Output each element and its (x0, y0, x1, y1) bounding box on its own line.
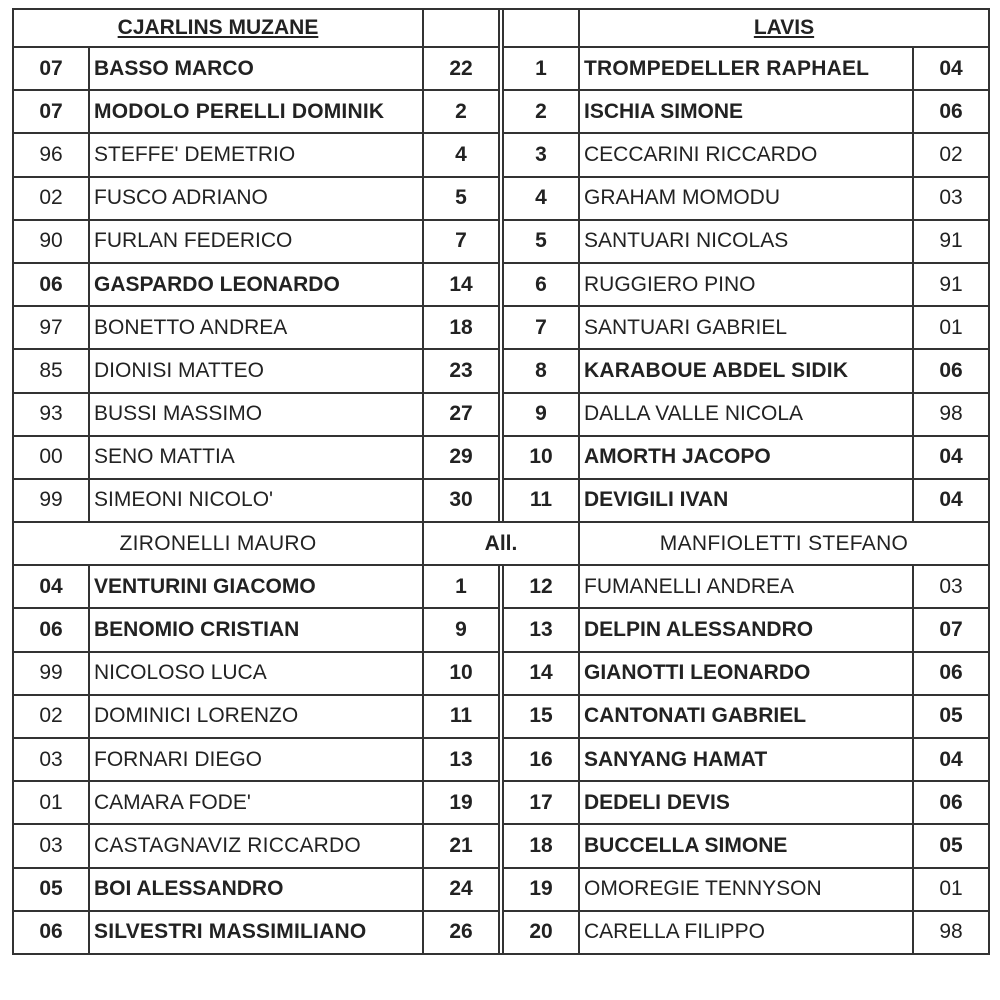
player-row (13, 349, 989, 392)
away-player-name: DEDELI DEVIS (579, 781, 913, 824)
away-shirt-number: 4 (503, 177, 579, 220)
home-player-year: 90 (13, 220, 89, 263)
player-row (13, 652, 989, 695)
away-player-name: TROMPEDELLER RAPHAEL (579, 47, 913, 90)
player-row (13, 565, 989, 608)
home-shirt-number: 22 (423, 47, 499, 90)
home-player-name: SIMEONI NICOLO' (89, 479, 423, 522)
away-player-name: SANTUARI NICOLAS (579, 220, 913, 263)
home-player-year: 97 (13, 306, 89, 349)
away-shirt-number: 18 (503, 824, 579, 867)
away-player-year: 02 (913, 133, 989, 176)
away-player-year: 03 (913, 565, 989, 608)
away-shirt-number: 20 (503, 911, 579, 954)
home-shirt-number: 4 (423, 133, 499, 176)
away-player-year: 01 (913, 868, 989, 911)
home-player-name: BONETTO ANDREA (89, 306, 423, 349)
home-player-name: DIONISI MATTEO (89, 349, 423, 392)
player-row (13, 738, 989, 781)
away-player-name: DEVIGILI IVAN (579, 479, 913, 522)
away-player-name: RUGGIERO PINO (579, 263, 913, 306)
away-shirt-number: 13 (503, 608, 579, 651)
home-player-name: GASPARDO LEONARDO (89, 263, 423, 306)
home-player-name: BENOMIO CRISTIAN (89, 608, 423, 651)
away-player-name: AMORTH JACOPO (579, 436, 913, 479)
home-player-name: STEFFE' DEMETRIO (89, 133, 423, 176)
home-player-year: 06 (13, 263, 89, 306)
player-row (13, 608, 989, 651)
home-player-year: 85 (13, 349, 89, 392)
home-player-year: 05 (13, 868, 89, 911)
away-player-name: SANYANG HAMAT (579, 738, 913, 781)
player-row (13, 263, 989, 306)
player-row (13, 695, 989, 738)
home-player-name: CASTAGNAVIZ RICCARDO (89, 824, 423, 867)
away-player-year: 06 (913, 349, 989, 392)
player-row (13, 868, 989, 911)
home-team-name: CJARLINS MUZANE (117, 16, 319, 39)
home-player-year: 99 (13, 479, 89, 522)
home-player-year: 00 (13, 436, 89, 479)
away-player-year: 05 (913, 695, 989, 738)
away-player-year: 06 (913, 90, 989, 133)
home-player-name: BUSSI MASSIMO (89, 393, 423, 436)
home-shirt-number: 7 (423, 220, 499, 263)
away-player-name: BUCCELLA SIMONE (579, 824, 913, 867)
home-shirt-number: 18 (423, 306, 499, 349)
away-shirt-number: 7 (503, 306, 579, 349)
home-player-year: 07 (13, 90, 89, 133)
away-player-year: 07 (913, 608, 989, 651)
header-center-blank (503, 9, 579, 47)
home-shirt-number: 14 (423, 263, 499, 306)
home-player-name: SENO MATTIA (89, 436, 423, 479)
away-shirt-number: 2 (503, 90, 579, 133)
home-player-year: 06 (13, 911, 89, 954)
away-player-year: 04 (913, 47, 989, 90)
home-player-year: 03 (13, 738, 89, 781)
home-player-year: 04 (13, 565, 89, 608)
player-row (13, 177, 989, 220)
away-player-year: 06 (913, 781, 989, 824)
away-player-year: 05 (913, 824, 989, 867)
away-shirt-number: 12 (503, 565, 579, 608)
home-player-name: BOI ALESSANDRO (89, 868, 423, 911)
away-shirt-number: 8 (503, 349, 579, 392)
player-row (13, 393, 989, 436)
away-shirt-number: 9 (503, 393, 579, 436)
home-player-name: CAMARA FODE' (89, 781, 423, 824)
away-player-name: DALLA VALLE NICOLA (579, 393, 913, 436)
header-row (13, 9, 989, 47)
away-player-name: CANTONATI GABRIEL (579, 695, 913, 738)
home-shirt-number: 11 (423, 695, 499, 738)
away-shirt-number: 1 (503, 47, 579, 90)
away-team-title (579, 9, 989, 47)
home-shirt-number: 30 (423, 479, 499, 522)
home-player-year: 96 (13, 133, 89, 176)
home-shirt-number: 2 (423, 90, 499, 133)
away-player-name: OMOREGIE TENNYSON (579, 868, 913, 911)
player-row (13, 479, 989, 522)
home-shirt-number: 19 (423, 781, 499, 824)
away-player-name: DELPIN ALESSANDRO (579, 608, 913, 651)
home-shirt-number: 13 (423, 738, 499, 781)
coach-label: All. (423, 522, 579, 565)
home-player-year: 93 (13, 393, 89, 436)
away-player-name: SANTUARI GABRIEL (579, 306, 913, 349)
home-shirt-number: 29 (423, 436, 499, 479)
away-player-year: 06 (913, 652, 989, 695)
away-shirt-number: 3 (503, 133, 579, 176)
home-player-year: 07 (13, 47, 89, 90)
away-player-name: FUMANELLI ANDREA (579, 565, 913, 608)
player-row (13, 781, 989, 824)
home-player-name: BASSO MARCO (89, 47, 423, 90)
away-player-name: GIANOTTI LEONARDO (579, 652, 913, 695)
player-row (13, 824, 989, 867)
away-shirt-number: 16 (503, 738, 579, 781)
away-coach: MANFIOLETTI STEFANO (579, 522, 989, 565)
away-player-year: 04 (913, 738, 989, 781)
away-shirt-number: 14 (503, 652, 579, 695)
home-shirt-number: 10 (423, 652, 499, 695)
away-player-year: 91 (913, 220, 989, 263)
home-player-year: 99 (13, 652, 89, 695)
away-team-name: LAVIS (753, 16, 815, 39)
home-shirt-number: 1 (423, 565, 499, 608)
home-player-year: 02 (13, 177, 89, 220)
player-row (13, 911, 989, 954)
away-shirt-number: 19 (503, 868, 579, 911)
home-player-year: 06 (13, 608, 89, 651)
away-player-name: ISCHIA SIMONE (579, 90, 913, 133)
home-shirt-number: 9 (423, 608, 499, 651)
home-player-name: VENTURINI GIACOMO (89, 565, 423, 608)
away-player-name: GRAHAM MOMODU (579, 177, 913, 220)
home-coach: ZIRONELLI MAURO (13, 522, 423, 565)
home-shirt-number: 24 (423, 868, 499, 911)
away-player-year: 98 (913, 393, 989, 436)
away-player-year: 91 (913, 263, 989, 306)
player-row (13, 133, 989, 176)
away-player-year: 04 (913, 479, 989, 522)
home-player-year: 03 (13, 824, 89, 867)
player-row (13, 306, 989, 349)
home-shirt-number: 21 (423, 824, 499, 867)
home-player-year: 02 (13, 695, 89, 738)
home-team-title (13, 9, 423, 47)
away-player-name: KARABOUE ABDEL SIDIK (579, 349, 913, 392)
home-player-name: DOMINICI LORENZO (89, 695, 423, 738)
away-shirt-number: 10 (503, 436, 579, 479)
away-player-year: 98 (913, 911, 989, 954)
away-player-name: CARELLA FILIPPO (579, 911, 913, 954)
home-shirt-number: 5 (423, 177, 499, 220)
away-player-year: 01 (913, 306, 989, 349)
away-shirt-number: 5 (503, 220, 579, 263)
away-shirt-number: 6 (503, 263, 579, 306)
away-player-name: CECCARINI RICCARDO (579, 133, 913, 176)
away-player-year: 04 (913, 436, 989, 479)
away-shirt-number: 17 (503, 781, 579, 824)
home-player-name: FURLAN FEDERICO (89, 220, 423, 263)
home-player-name: NICOLOSO LUCA (89, 652, 423, 695)
home-player-name: FUSCO ADRIANO (89, 177, 423, 220)
home-shirt-number: 23 (423, 349, 499, 392)
player-row (13, 436, 989, 479)
lineup-sheet (12, 8, 990, 955)
player-row (13, 220, 989, 263)
home-player-name: FORNARI DIEGO (89, 738, 423, 781)
away-shirt-number: 11 (503, 479, 579, 522)
coach-row (13, 522, 989, 565)
home-shirt-number: 27 (423, 393, 499, 436)
lineup-body (13, 9, 989, 954)
home-player-name: SILVESTRI MASSIMILIANO (89, 911, 423, 954)
home-shirt-number: 26 (423, 911, 499, 954)
player-row (13, 47, 989, 90)
home-player-year: 01 (13, 781, 89, 824)
header-center-blank (423, 9, 499, 47)
away-shirt-number: 15 (503, 695, 579, 738)
away-player-year: 03 (913, 177, 989, 220)
player-row (13, 90, 989, 133)
home-player-name: MODOLO PERELLI DOMINIK (89, 90, 423, 133)
